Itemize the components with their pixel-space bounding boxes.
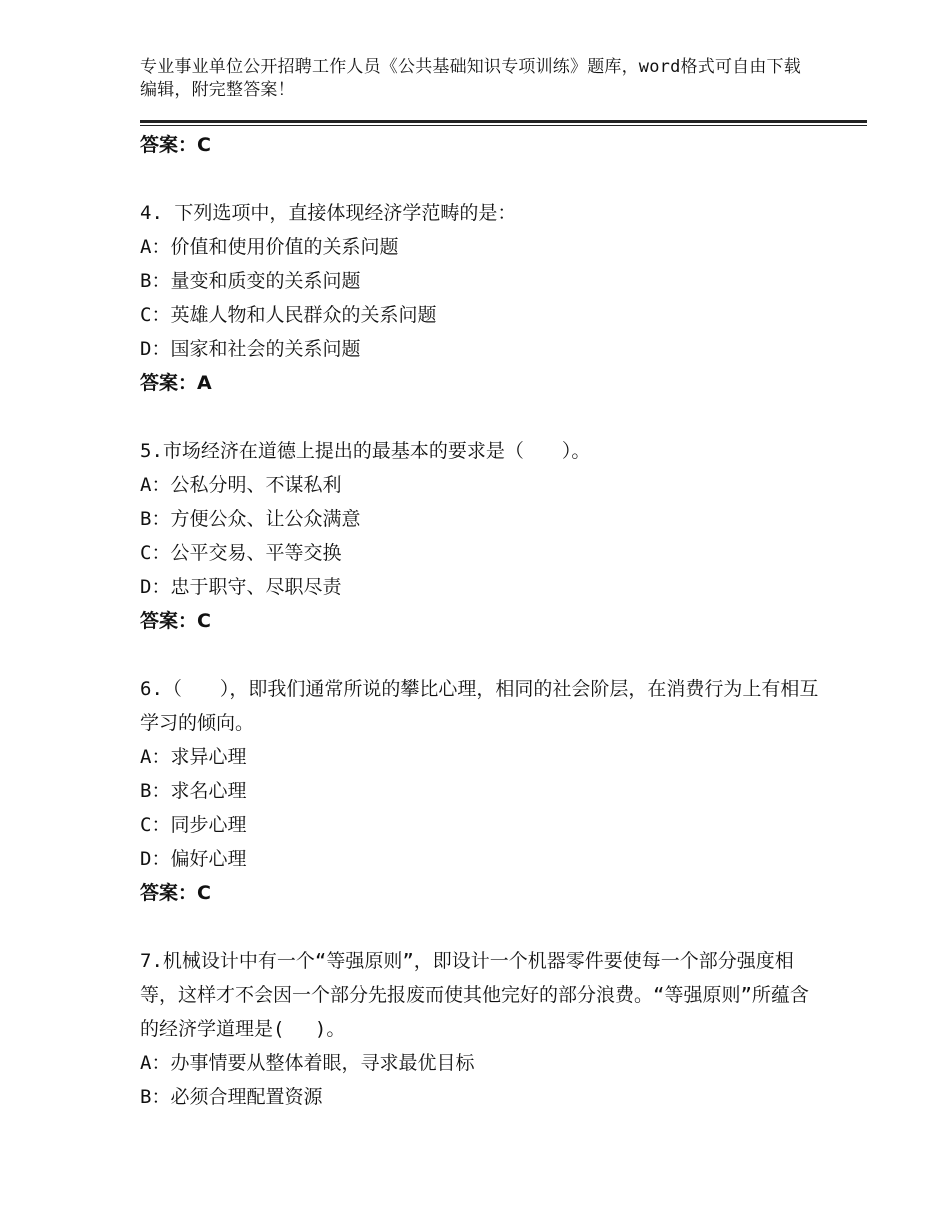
option-a: A：价值和使用价值的关系问题 — [140, 236, 399, 258]
option-c: C：同步心理 — [140, 814, 247, 836]
question-stem: 4. 下列选项中，直接体现经济学范畴的是： — [140, 202, 517, 224]
question-block — [140, 196, 820, 400]
question-list — [140, 128, 820, 1114]
header-divider — [140, 120, 867, 126]
option-a: A：公私分明、不谋私利 — [140, 474, 342, 496]
option-d: D：偏好心理 — [140, 848, 247, 870]
option-c: C：英雄人物和人民群众的关系问题 — [140, 304, 437, 326]
option-a: A：求异心理 — [140, 746, 247, 768]
option-b: B：求名心理 — [140, 780, 247, 802]
option-d: D：国家和社会的关系问题 — [140, 338, 361, 360]
option-c: C：公平交易、平等交换 — [140, 542, 342, 564]
option-d: D：忠于职守、尽职尽责 — [140, 576, 342, 598]
answer-line: 答案：C — [140, 610, 211, 632]
question-block — [140, 672, 820, 910]
answer-line: 答案：C — [140, 882, 211, 904]
question-stem: 5.市场经济在道德上提出的最基本的要求是（ ）。 — [140, 440, 591, 462]
option-b: B：量变和质变的关系问题 — [140, 270, 361, 292]
answer-line: 答案：C — [140, 134, 211, 156]
question-stem: 6.（ ），即我们通常所说的攀比心理，相同的社会阶层，在消费行为上有相互学习的倾向。 — [140, 678, 819, 734]
question-block — [140, 434, 820, 638]
question-stem: 7.机械设计中有一个“等强原则”，即设计一个机器零件要使每一个部分强度相等，这样才不会因一个部分先报废而使其他完好的部分浪费。“等强原则”所蕴含的经济学道理是( )。 — [140, 950, 809, 1040]
answer-line: 答案：A — [140, 372, 212, 394]
question-block — [140, 944, 820, 1114]
page-header: 专业事业单位公开招聘工作人员《公共基础知识专项训练》题库，word格式可自由下载编辑，附完整答案！ — [140, 57, 801, 100]
option-a: A：办事情要从整体着眼，寻求最优目标 — [140, 1052, 475, 1074]
option-b: B：必须合理配置资源 — [140, 1086, 323, 1108]
option-b: B：方便公众、让公众满意 — [140, 508, 361, 530]
